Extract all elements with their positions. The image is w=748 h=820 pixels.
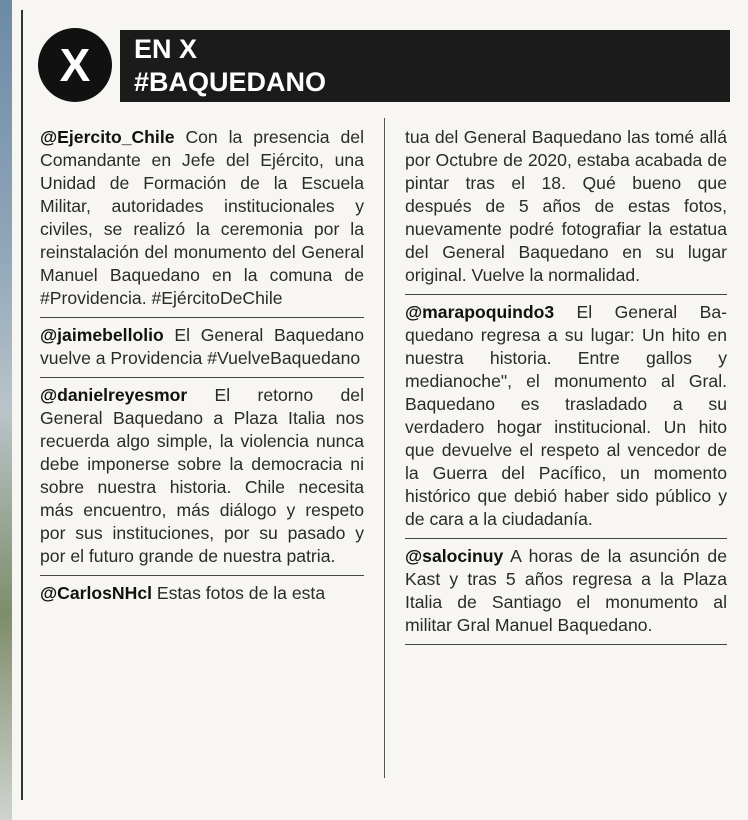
post-salocinuy	[405, 545, 727, 645]
section-title	[134, 33, 326, 99]
section-title-line2: #BAQUEDANO	[134, 67, 327, 97]
post-carlosnhcl-continued	[405, 126, 727, 295]
post-text: Estas fotos de la esta	[152, 583, 326, 603]
post-handle[interactable]: @marapoquindo3	[405, 302, 555, 322]
left-column	[40, 126, 364, 618]
post-jaimebellolio	[40, 324, 364, 378]
post-marapoquindo3	[405, 301, 727, 539]
right-column	[405, 126, 727, 651]
post-handle[interactable]: @Ejercito_Chile	[40, 127, 175, 147]
post-ejercito-chile	[40, 126, 364, 318]
post-text: El retorno del General Baquedano a Plaza Italia nos recuerda algo simple, la violencia nunca debe imponerse sobre la democracia ni sobre nuestra historia. Chile necesita más encuentro, más diálogo y respeto por sus instituciones, por su pasado y por el futuro grande de nuestra patria.	[40, 385, 364, 566]
section-title-line1: EN X	[134, 34, 198, 64]
post-handle[interactable]: @CarlosNHcl	[40, 583, 152, 603]
x-logo-badge: X	[38, 28, 112, 102]
post-handle[interactable]: @danielreyesmor	[40, 385, 188, 405]
adjacent-photo-edge	[0, 0, 12, 820]
post-handle[interactable]: @jaimebellolio	[40, 325, 164, 345]
post-carlosnhcl	[40, 582, 364, 612]
column-divider	[384, 118, 385, 778]
post-handle[interactable]: @salocinuy	[405, 546, 504, 566]
post-text: A horas de la asunción de Kast y tras 5 años regresa a la Plaza Italia de Santiago el monumento al militar Gral Manuel Baquedano.	[405, 546, 727, 635]
post-text: Con la presencia del Comandante en Jefe del Ejército, una Unidad de Formación de la Escuela Militar, autoridades institucionales y civiles, se realizó la ceremonia por la reinstalación del monumento del General Manuel Baquedano en la comuna de #Providencia. #EjércitoDeChile	[40, 127, 364, 308]
post-text: tua del General Baquedano las tomé allá por Octubre de 2020, estaba acabada de pintar tras el 18. Qué bueno que después de 5 años de estas fotos, nuevamente podré fotografiar la estatua del General Baquedano en su lugar original. Vuelve la normalidad.	[405, 127, 727, 285]
post-text: El General Baquedano vuelve a Providencia #VuelveBaquedano	[40, 325, 364, 368]
post-danielreyesmor	[40, 384, 364, 576]
page-margin-rule	[21, 10, 23, 800]
post-text: El General Baquedano regresa a su lugar: Un hito en nuestra historia. Entre gallos y medianoche", el monumento al Gral. Baquedano es trasladado a su verdadero hogar institucional. Un hito que devuelve el respeto al vencedor de la Guerra del Pacífico, un momento histórico que debió haber sido público y de cara a la ciudadanía.	[405, 302, 727, 529]
